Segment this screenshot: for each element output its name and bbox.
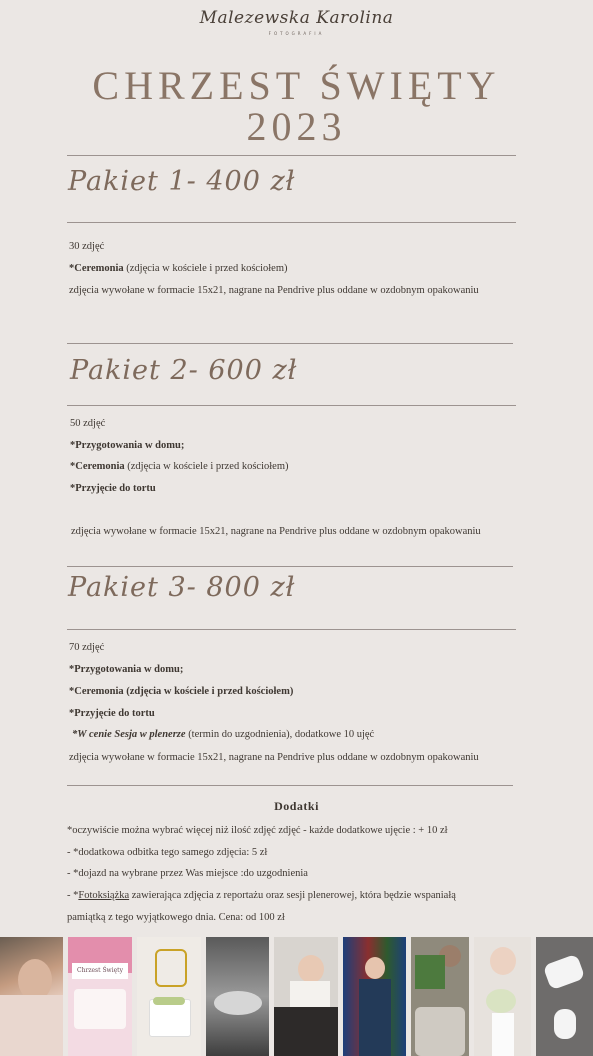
photo-ceremony <box>411 937 469 1056</box>
photo-baby-shoes <box>536 937 593 1056</box>
package-2-line: 50 zdjęć <box>70 418 106 429</box>
logo-signature: Malezewska Karolina <box>199 8 394 28</box>
package-3-line: zdjęcia wywołane w formacie 15x21, nagrane na Pendrive plus oddane w ozdobnym opakowaniu <box>69 752 479 763</box>
package-3-line: *Przygotowania w domu; <box>69 664 184 675</box>
package-2-title: Pakiet 2- 600 zł <box>70 355 298 386</box>
divider <box>67 405 516 406</box>
divider <box>67 566 513 567</box>
extras-item: *oczywiście można wybrać więcej niż ilość zdjęć zdjęć - każde dodatkowe ujęcie : + 10 zł <box>67 825 448 836</box>
package-2-line: *Przyjęcie do tortu <box>70 483 156 494</box>
divider <box>67 155 516 156</box>
photo-baby-flowers <box>474 937 531 1056</box>
package-1-title: Pakiet 1- 400 zł <box>68 166 296 197</box>
page-title: CHRZEST ŚWIĘTY <box>92 63 501 108</box>
extras-item: - *dojazd na wybrane przez Was miejsce :do uzgodnienia <box>67 868 308 879</box>
invitation-text: Chrzest Święty <box>72 963 128 979</box>
package-2-line: zdjęcia wywołane w formacie 15x21, nagrane na Pendrive plus oddane w ozdobnym opakowaniu <box>71 526 481 537</box>
package-3-line: *Przyjęcie do tortu <box>69 708 155 719</box>
photo-church-window <box>343 937 406 1056</box>
page-title-year: 2023 <box>246 104 347 149</box>
package-2-line: *Przygotowania w domu; <box>70 440 185 451</box>
extras-item: pamiątką z tego wyjątkowego dnia. Cena: od 100 zł <box>67 912 285 923</box>
package-1-line: *Ceremonia (zdjęcia w kościele i przed kościołem) <box>69 263 288 274</box>
logo-subtitle: FOTOGRAFIA <box>268 31 325 36</box>
divider <box>67 222 516 223</box>
photo-strip <box>0 937 593 1056</box>
photo-baby-on-chair <box>274 937 338 1056</box>
package-1-line: 30 zdjęć <box>69 241 105 252</box>
package-3-line: *Ceremonia (zdjęcia w kościele i przed kościołem) <box>69 686 294 697</box>
extras-title: Dodatki <box>274 799 319 813</box>
extras-item: - *Fotoksiążka zawierająca zdjęcia z reportażu oraz sesji plenerowej, która będzie wspaniałą <box>67 890 456 901</box>
divider <box>67 629 516 630</box>
package-3-line: 70 zdjęć <box>69 642 105 653</box>
divider <box>67 785 513 786</box>
photo-mother-baby <box>0 937 63 1056</box>
package-1-line: zdjęcia wywołane w formacie 15x21, nagrane na Pendrive plus oddane w ozdobnym opakowaniu <box>69 285 479 296</box>
package-3-line: *W cenie Sesja w plenerze (termin do uzgodnienia), dodatkowe 10 ujęć <box>72 729 375 740</box>
extras-item: - *dodatkowa odbitka tego samego zdjęcia: 5 zł <box>67 847 268 858</box>
photo-baptism-font <box>206 937 269 1056</box>
package-3-title: Pakiet 3- 800 zł <box>68 572 296 603</box>
photo-cake <box>137 937 201 1056</box>
package-2-line: *Ceremonia (zdjęcia w kościele i przed kościołem) <box>70 461 289 472</box>
divider <box>67 343 513 344</box>
photo-invitation <box>68 937 132 1056</box>
